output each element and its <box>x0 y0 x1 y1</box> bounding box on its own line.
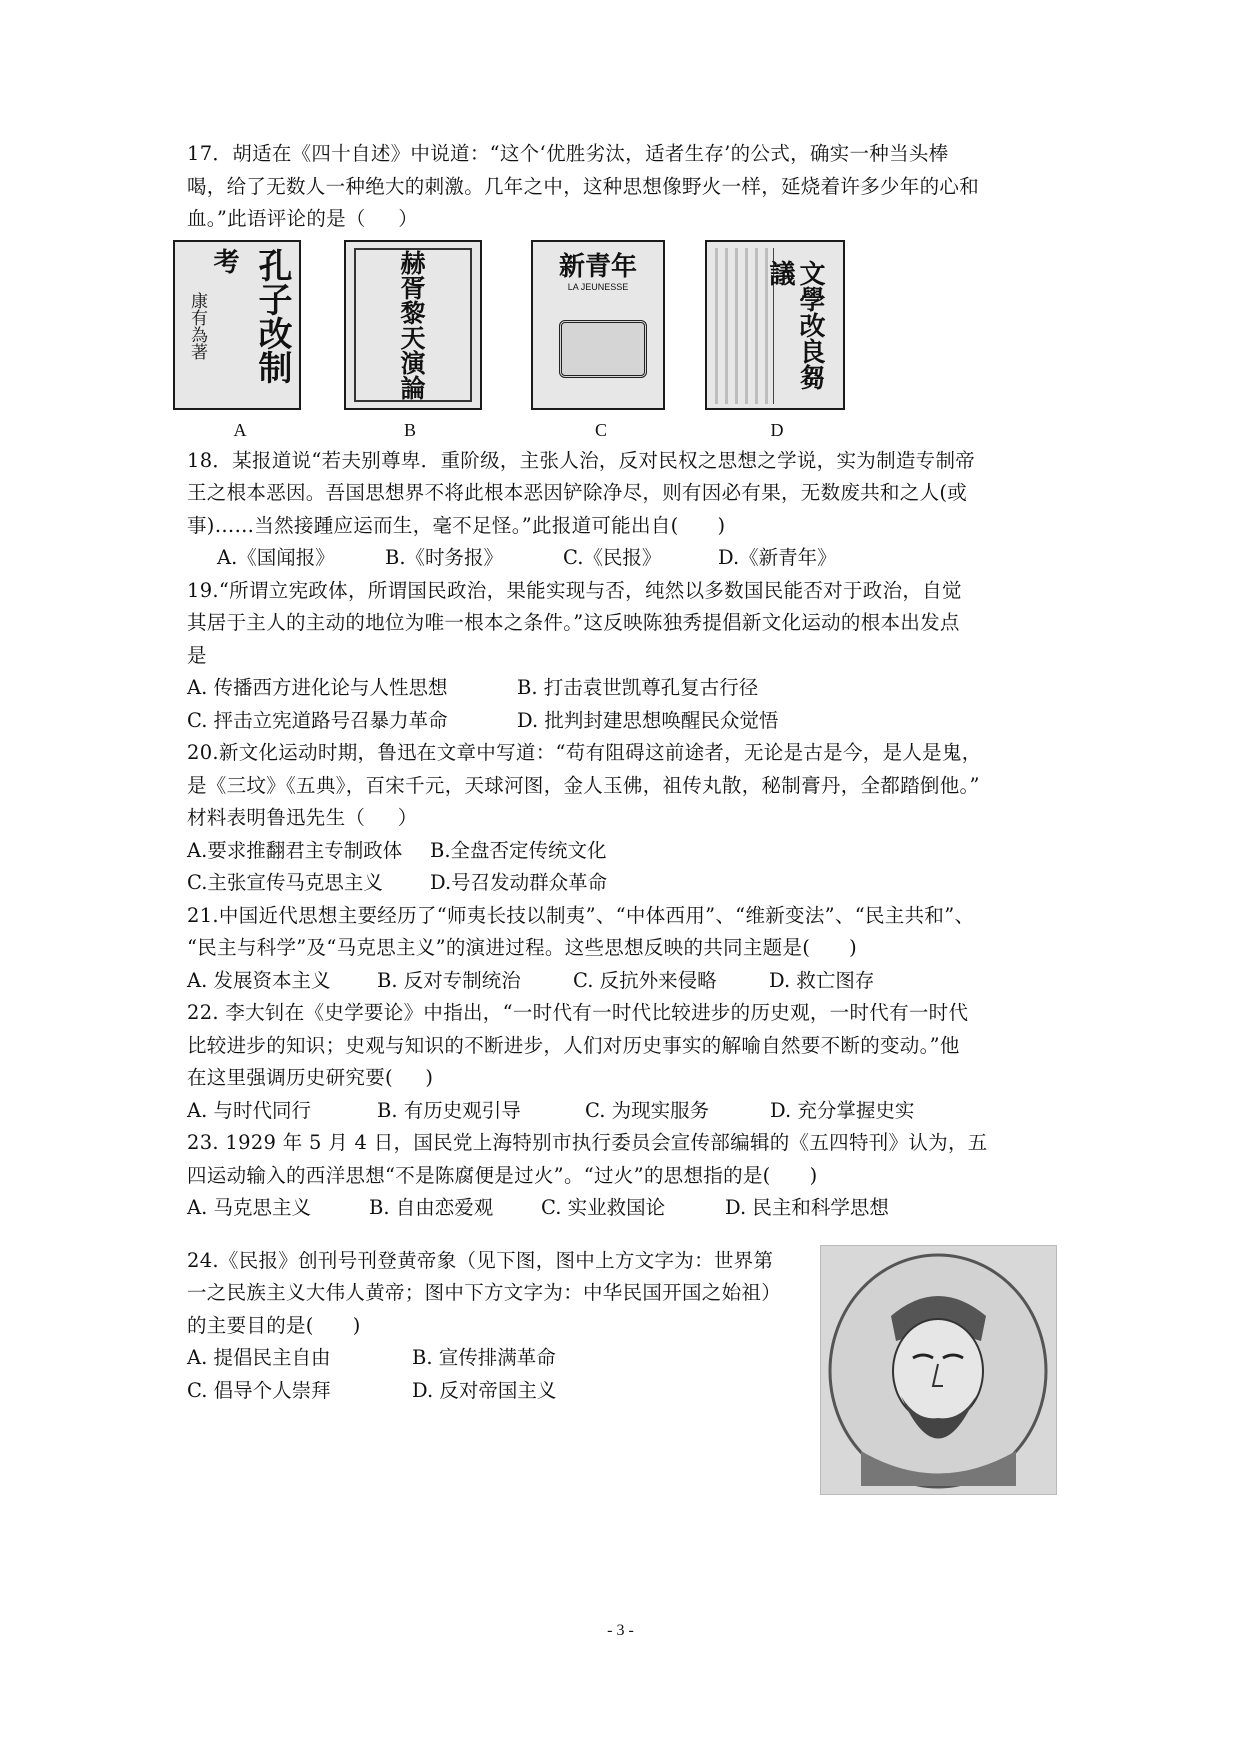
question-20-line: 20.新文化运动时期，鲁迅在文章中写道：“苟有阻碍这前途者，无论是古是今，是人是鬼， <box>187 741 982 764</box>
image-a-title: 孔子改制 <box>252 247 292 384</box>
question-21-options <box>187 965 1057 998</box>
question-18-line: 王之根本恶因。吾国思想界不将此根本恶因铲除净尽，则有因必有果，无数废共和之人(或 <box>187 481 968 504</box>
option-a[interactable]: A.《国闻报》 <box>217 546 335 569</box>
image-c-title: 新青年 <box>558 251 637 282</box>
option-c[interactable]: C. 抨击立宪道路号召暴力革命 <box>187 708 448 732</box>
question-20-line: 材料表明鲁迅先生（ ） <box>187 806 418 829</box>
option-c[interactable]: C. 反抗外来侵略 <box>573 968 717 992</box>
question-17-images <box>187 240 1057 445</box>
option-d[interactable]: D. 反对帝国主义 <box>412 1378 557 1402</box>
image-c-new-youth <box>531 240 665 410</box>
image-c-subtitle: LA JEUNESSE <box>567 281 629 292</box>
question-20-options-row <box>187 835 1057 868</box>
question-18-options <box>187 542 1057 575</box>
question-21 <box>187 900 1057 998</box>
option-a[interactable]: A. 发展资本主义 <box>187 968 331 992</box>
option-d[interactable]: D. 充分掌握史实 <box>770 1098 915 1122</box>
question-22-options <box>187 1095 1057 1128</box>
question-18-line: 18．某报道说“若夫别尊卑．重阶级，主张人治，反对民权之思想之学说，实为制造专制帝 <box>187 448 976 472</box>
question-20 <box>187 737 1057 900</box>
question-21-line: 21.中国近代思想主要经历了“师夷长技以制夷”、“中体西用”、“维新变法”、“民主共和”、 <box>187 903 975 927</box>
option-d[interactable]: D. 救亡图存 <box>769 968 875 992</box>
option-c[interactable]: C. 实业救国论 <box>541 1196 666 1219</box>
option-b[interactable]: B. 自由恋爱观 <box>369 1196 494 1219</box>
image-a-confucius-reform <box>173 240 301 410</box>
question-23-line: 23. 1929 年 5 月 4 日，国民党上海特别市执行委员会宣传部编辑的《五四特刊》认为，五 <box>187 1131 988 1154</box>
image-b-evolution-ethics <box>344 240 482 410</box>
question-17 <box>187 138 1057 445</box>
option-d[interactable]: D.《新青年》 <box>718 546 837 569</box>
question-18 <box>187 445 1057 575</box>
question-24-options-row <box>187 1375 817 1408</box>
yellow-emperor-portrait <box>820 1245 1057 1495</box>
option-b[interactable]: B.《时务报》 <box>385 546 504 569</box>
image-c-label: C <box>594 419 607 440</box>
question-17-line: 17．胡适在《四十自述》中说道：“这个‘优胜劣汰，适者生存’的公式，确实一种当头棒 <box>187 142 949 165</box>
option-d[interactable]: D. 批判封建思想唤醒民众觉悟 <box>517 708 779 732</box>
question-18-line: 事)……当然接踵应运而生，毫不足怪。”此报道可能出自( ) <box>187 513 726 537</box>
question-23 <box>187 1127 1057 1225</box>
question-21-line: “民主与科学”及“马克思主义”的演进过程。这些思想反映的共同主题是( ) <box>187 936 858 959</box>
question-20-options-row <box>187 867 1057 900</box>
option-b[interactable]: B.全盘否定传统文化 <box>430 838 607 862</box>
yellow-emperor-portrait-icon <box>821 1246 1056 1494</box>
image-d-label: D <box>770 419 784 440</box>
option-c[interactable]: C.《民报》 <box>563 546 662 569</box>
image-d-title: 文學改良芻議 <box>765 259 825 390</box>
question-24 <box>187 1245 1057 1408</box>
question-24-options-row <box>187 1342 817 1375</box>
exam-page <box>187 138 1057 1407</box>
question-24-line: 24.《民报》创刊号刊登黄帝象（见下图，图中上方文字为：世界第 <box>187 1248 774 1272</box>
question-17-line: 喝，给了无数人一种绝大的刺激。几年之中，这种思想像野火一样，延烧着许多少年的心和 <box>187 174 980 198</box>
image-a-label: A <box>233 419 247 440</box>
page-number: - 3 - <box>607 1622 634 1639</box>
question-19-line: 是 <box>187 643 207 667</box>
question-23-line: 四运动输入的西洋思想“不是陈腐便是过火”。“过火”的思想指的是( ) <box>187 1163 818 1187</box>
question-19-options-row <box>187 705 1057 738</box>
option-a[interactable]: A. 与时代同行 <box>187 1098 311 1122</box>
image-d-literary-reform <box>705 240 845 410</box>
image-b-label: B <box>403 419 416 440</box>
question-24-line: 的主要目的是( ) <box>187 1313 361 1337</box>
question-22-line: 在这里强调历史研究要( ) <box>187 1066 434 1089</box>
option-b[interactable]: B. 宣传排满革命 <box>412 1346 556 1369</box>
option-d[interactable]: D. 民主和科学思想 <box>725 1196 889 1219</box>
option-c[interactable]: C.主张宣传马克思主义 <box>187 871 383 894</box>
question-19-options-row <box>187 672 1057 705</box>
option-d[interactable]: D.号召发动群众革命 <box>430 871 608 894</box>
question-20-line: 是《三坟》《五典》，百宋千元，天球河图，金人玉佛，祖传丸散，秘制膏丹，全都踏倒他。” <box>187 773 980 797</box>
question-17-line: 血。”此语评论的是（ ） <box>187 207 419 230</box>
question-22 <box>187 997 1057 1127</box>
option-b[interactable]: B. 打击袁世凯尊孔复古行径 <box>517 676 759 699</box>
question-23-options <box>187 1192 1057 1225</box>
question-22-line: 比较进步的知识；史观与知识的不断进步，人们对历史事实的解喻自然要不断的变动。”他 <box>187 1033 960 1057</box>
option-b[interactable]: B. 有历史观引导 <box>377 1098 521 1122</box>
question-19-line: 其居于主人的主动的地位为唯一根本之条件。”这反映陈独秀提倡新文化运动的根本出发点 <box>187 611 960 634</box>
option-c[interactable]: C. 为现实服务 <box>585 1098 710 1122</box>
image-a-author: 康有為著 <box>187 291 207 360</box>
option-a[interactable]: A.要求推翻君主专制政体 <box>187 838 403 862</box>
image-a-side: 考 <box>209 247 239 274</box>
image-b-title: 赫胥黎天演論 <box>397 249 426 400</box>
question-24-line: 一之民族主义大伟人黄帝；图中下方文字为：中华民国开国之始祖） <box>187 1281 782 1304</box>
question-22-line: 22. 李大钊在《史学要论》中指出，“一时代有一时代比较进步的历史观，一时代有一时代 <box>187 1001 969 1024</box>
question-19-line: 19.“所谓立宪政体，所谓国民政治，果能实现与否，纯然以多数国民能否对于政治，自觉 <box>187 578 962 602</box>
option-b[interactable]: B. 反对专制统治 <box>377 968 521 992</box>
question-19 <box>187 575 1057 738</box>
option-c[interactable]: C. 倡导个人崇拜 <box>187 1378 331 1402</box>
option-a[interactable]: A. 马克思主义 <box>187 1196 311 1219</box>
option-a[interactable]: A. 提倡民主自由 <box>187 1346 331 1369</box>
option-a[interactable]: A. 传播西方进化论与人性思想 <box>187 676 448 699</box>
